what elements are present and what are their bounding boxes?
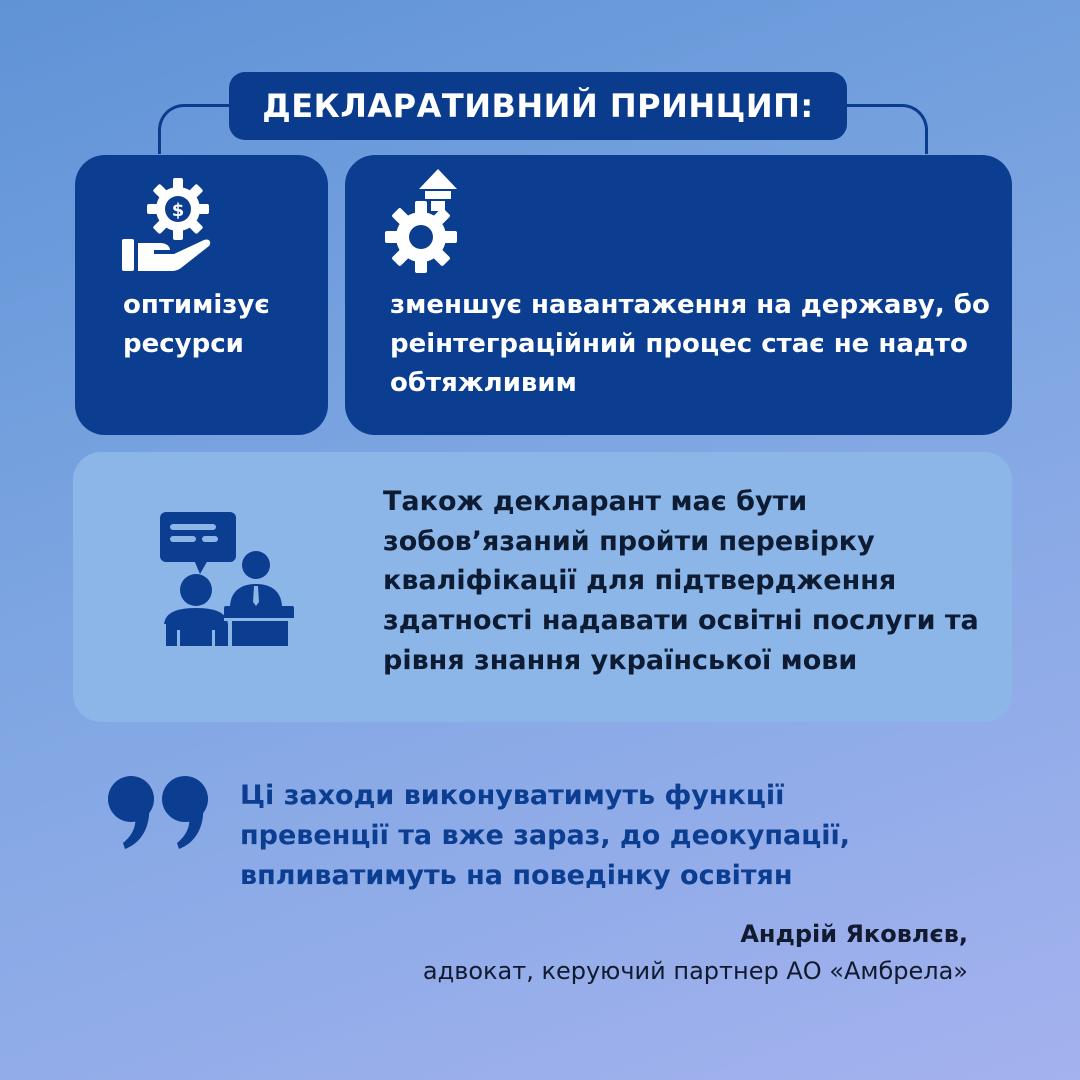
card-optimize-resources — [75, 155, 328, 435]
author-name: Андрій Яковлєв, — [740, 920, 968, 948]
card-text-reduce: зменшує навантаження на державу, бо реінтеграційний процес стає не надто обтяжливим — [390, 290, 990, 398]
hand-coin-gear-icon — [120, 177, 230, 277]
quote-author — [423, 916, 968, 990]
svg-text:$: $ — [171, 200, 185, 221]
quote-text: Ці заходи виконуватимуть функції превенції та вже зараз, до деокупації, впливатимуть на поведінку освітян — [240, 780, 851, 891]
info-text: Також декларант має бути зобов’язаний пройти перевірку кваліфікації для підтвердження здатності надавати освітні послуги та рівня знання української мови — [383, 486, 979, 676]
quotation-mark-icon — [105, 775, 215, 855]
author-role: адвокат, керуючий партнер АО «Амбрела» — [422, 957, 968, 986]
gear-arrow-up-icon — [385, 167, 465, 277]
card-text-optimize: оптимізує ресурси — [123, 290, 270, 359]
section-title: ДЕКЛАРАТИВНИЙ ПРИНЦИП: — [229, 72, 847, 140]
info-card-qualification — [73, 452, 1012, 722]
interview-meeting-icon — [158, 510, 298, 650]
card-reduce-burden — [345, 155, 1012, 435]
